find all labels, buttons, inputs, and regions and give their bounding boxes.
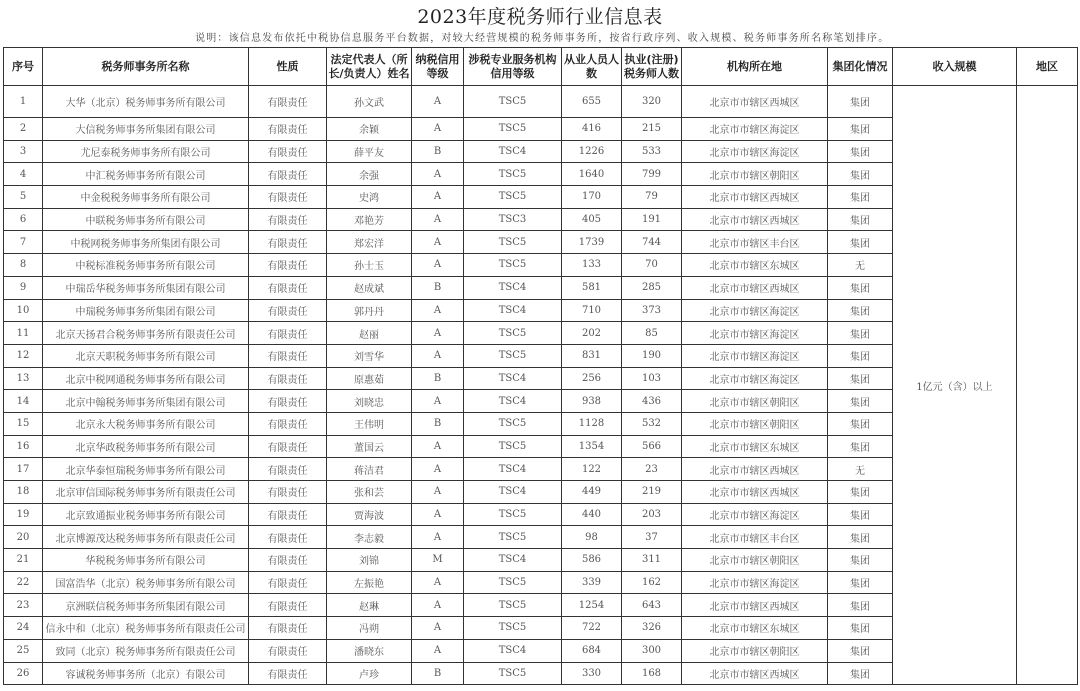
cell-seq: 14 [4,390,43,413]
cell-nature: 有限责任 [249,435,327,458]
cell-group: 集团 [828,412,893,435]
cell-firm-name: 北京致通振业税务师事务所有限公司 [43,503,249,526]
cell-nature: 有限责任 [249,322,327,345]
cell-location: 北京市市辖区东城区 [682,617,828,640]
cell-location: 北京市市辖区丰台区 [682,526,828,549]
header-location: 机构所在地 [682,48,828,86]
cell-registered: 373 [622,299,682,322]
cell-staff: 1254 [562,594,622,617]
cell-group: 集团 [828,344,893,367]
cell-nature: 有限责任 [249,617,327,640]
cell-group: 无 [828,458,893,481]
cell-service-credit: TSC5 [464,617,562,640]
cell-location: 北京市市辖区朝阳区 [682,163,828,186]
cell-registered: 744 [622,231,682,254]
cell-staff: 416 [562,118,622,141]
cell-nature: 有限责任 [249,344,327,367]
header-legal-rep: 法定代表人（所长/负责人）姓名 [327,48,412,86]
cell-registered: 285 [622,276,682,299]
cell-tax-credit: A [412,639,464,662]
cell-location: 北京市市辖区朝阳区 [682,412,828,435]
cell-registered: 70 [622,254,682,277]
cell-firm-name: 致同（北京）税务师事务所有限责任公司 [43,639,249,662]
cell-location: 北京市市辖区西城区 [682,186,828,209]
cell-service-credit: TSC5 [464,571,562,594]
cell-service-credit: TSC5 [464,344,562,367]
cell-staff: 586 [562,549,622,572]
cell-service-credit: TSC5 [464,231,562,254]
cell-service-credit: TSC4 [464,299,562,322]
cell-legal-rep: 原惠茹 [327,367,412,390]
cell-service-credit: TSC4 [464,458,562,481]
cell-tax-credit: A [412,254,464,277]
cell-nature: 有限责任 [249,481,327,504]
cell-seq: 17 [4,458,43,481]
header-service-credit: 涉税专业服务机构信用等级 [464,48,562,86]
cell-service-credit: TSC4 [464,390,562,413]
cell-firm-name: 北京华泰恒瑞税务师事务所有限公司 [43,458,249,481]
cell-tax-credit: A [412,571,464,594]
cell-group: 集团 [828,231,893,254]
cell-seq: 9 [4,276,43,299]
cell-location: 北京市市辖区朝阳区 [682,549,828,572]
cell-nature: 有限责任 [249,299,327,322]
cell-tax-credit: A [412,322,464,345]
cell-registered: 103 [622,367,682,390]
header-staff: 从业人员人数 [562,48,622,86]
cell-seq: 5 [4,186,43,209]
cell-firm-name: 中瑞岳华税务师事务所集团有限公司 [43,276,249,299]
cell-service-credit: TSC3 [464,208,562,231]
cell-tax-credit: M [412,549,464,572]
cell-service-credit: TSC4 [464,140,562,163]
cell-seq: 16 [4,435,43,458]
cell-staff: 170 [562,186,622,209]
cell-legal-rep: 李志毅 [327,526,412,549]
cell-legal-rep: 张和芸 [327,481,412,504]
header-region: 地区 [1017,48,1078,86]
cell-service-credit: TSC5 [464,662,562,685]
cell-service-credit: TSC5 [464,526,562,549]
cell-staff: 339 [562,571,622,594]
cell-registered: 532 [622,412,682,435]
cell-location: 北京市市辖区西城区 [682,481,828,504]
cell-staff: 581 [562,276,622,299]
cell-registered: 37 [622,526,682,549]
cell-seq: 26 [4,662,43,685]
cell-registered: 326 [622,617,682,640]
cell-location: 北京市市辖区海淀区 [682,140,828,163]
cell-staff: 1128 [562,412,622,435]
cell-firm-name: 中税标准税务师事务所有限公司 [43,254,249,277]
cell-service-credit: TSC5 [464,503,562,526]
cell-tax-credit: A [412,86,464,118]
cell-registered: 190 [622,344,682,367]
cell-tax-credit: A [412,163,464,186]
cell-registered: 566 [622,435,682,458]
cell-service-credit: TSC4 [464,549,562,572]
cell-staff: 1640 [562,163,622,186]
cell-group: 集团 [828,276,893,299]
cell-service-credit: TSC4 [464,367,562,390]
cell-firm-name: 容诚税务师事务所（北京）有限公司 [43,662,249,685]
cell-tax-credit: A [412,118,464,141]
header-firm-name: 税务师事务所名称 [43,48,249,86]
cell-registered: 168 [622,662,682,685]
cell-legal-rep: 贾海波 [327,503,412,526]
cell-seq: 10 [4,299,43,322]
cell-location: 北京市市辖区海淀区 [682,503,828,526]
cell-service-credit: TSC5 [464,412,562,435]
cell-firm-name: 信永中和（北京）税务师事务所有限责任公司 [43,617,249,640]
cell-seq: 25 [4,639,43,662]
cell-nature: 有限责任 [249,639,327,662]
cell-firm-name: 北京博源茂达税务师事务所有限责任公司 [43,526,249,549]
cell-group: 集团 [828,299,893,322]
cell-service-credit: TSC5 [464,322,562,345]
cell-nature: 有限责任 [249,503,327,526]
cell-seq: 3 [4,140,43,163]
cell-seq: 1 [4,86,43,118]
cell-legal-rep: 蒋洁君 [327,458,412,481]
cell-nature: 有限责任 [249,662,327,685]
cell-location: 北京市市辖区东城区 [682,254,828,277]
cell-firm-name: 中联税务师事务所有限公司 [43,208,249,231]
cell-firm-name: 北京审信国际税务师事务所有限责任公司 [43,481,249,504]
cell-registered: 215 [622,118,682,141]
cell-registered: 23 [622,458,682,481]
cell-registered: 203 [622,503,682,526]
cell-nature: 有限责任 [249,186,327,209]
cell-tax-credit: A [412,481,464,504]
cell-registered: 436 [622,390,682,413]
cell-location: 北京市市辖区海淀区 [682,322,828,345]
cell-firm-name: 中金税税务师事务所有限公司 [43,186,249,209]
cell-tax-credit: A [412,231,464,254]
cell-tax-credit: A [412,617,464,640]
cell-group: 集团 [828,118,893,141]
cell-seq: 4 [4,163,43,186]
cell-seq: 15 [4,412,43,435]
cell-group: 集团 [828,186,893,209]
cell-legal-rep: 孙士玉 [327,254,412,277]
cell-legal-rep: 史鸿 [327,186,412,209]
cell-tax-credit: A [412,186,464,209]
cell-tax-credit: A [412,344,464,367]
cell-legal-rep: 赵琳 [327,594,412,617]
cell-group: 集团 [828,526,893,549]
cell-service-credit: TSC4 [464,639,562,662]
cell-legal-rep: 邓艳芳 [327,208,412,231]
cell-firm-name: 华税税务师事务所有限公司 [43,549,249,572]
cell-group: 集团 [828,86,893,118]
cell-nature: 有限责任 [249,367,327,390]
cell-group: 集团 [828,503,893,526]
cell-staff: 1226 [562,140,622,163]
table-header-row [4,48,1078,86]
cell-location: 北京市市辖区西城区 [682,458,828,481]
cell-legal-rep: 左振艳 [327,571,412,594]
cell-location: 北京市市辖区海淀区 [682,299,828,322]
cell-location: 北京市市辖区朝阳区 [682,639,828,662]
cell-firm-name: 北京永大税务师事务所有限公司 [43,412,249,435]
cell-nature: 有限责任 [249,412,327,435]
cell-legal-rep: 郑宏洋 [327,231,412,254]
cell-seq: 11 [4,322,43,345]
cell-service-credit: TSC5 [464,594,562,617]
cell-tax-credit: B [412,276,464,299]
header-revenue: 收入规模 [893,48,1017,86]
cell-nature: 有限责任 [249,549,327,572]
table-row [4,86,1078,118]
cell-tax-credit: B [412,412,464,435]
cell-legal-rep: 董国云 [327,435,412,458]
table-body [4,86,1078,685]
cell-nature: 有限责任 [249,594,327,617]
cell-legal-rep: 赵成斌 [327,276,412,299]
cell-service-credit: TSC5 [464,86,562,118]
cell-staff: 122 [562,458,622,481]
cell-nature: 有限责任 [249,571,327,594]
cell-legal-rep: 孙文武 [327,86,412,118]
cell-group: 集团 [828,390,893,413]
cell-seq: 6 [4,208,43,231]
cell-staff: 449 [562,481,622,504]
cell-firm-name: 北京天扬君合税务师事务所有限责任公司 [43,322,249,345]
cell-location: 北京市市辖区丰台区 [682,231,828,254]
cell-group: 集团 [828,367,893,390]
cell-group: 集团 [828,639,893,662]
cell-nature: 有限责任 [249,458,327,481]
cell-nature: 有限责任 [249,86,327,118]
cell-seq: 24 [4,617,43,640]
cell-registered: 300 [622,639,682,662]
cell-group: 集团 [828,163,893,186]
cell-seq: 13 [4,367,43,390]
cell-tax-credit: A [412,594,464,617]
cell-registered: 85 [622,322,682,345]
cell-group: 集团 [828,208,893,231]
cell-nature: 有限责任 [249,118,327,141]
header-group: 集团化情况 [828,48,893,86]
cell-group: 集团 [828,571,893,594]
cell-nature: 有限责任 [249,163,327,186]
cell-staff: 256 [562,367,622,390]
cell-location: 北京市市辖区西城区 [682,594,828,617]
cell-group: 集团 [828,662,893,685]
cell-tax-credit: A [412,390,464,413]
cell-tax-credit: B [412,662,464,685]
cell-tax-credit: A [412,526,464,549]
cell-seq: 22 [4,571,43,594]
cell-legal-rep: 余颖 [327,118,412,141]
cell-tax-credit: A [412,299,464,322]
cell-service-credit: TSC5 [464,118,562,141]
document-title: 2023年度税务师行业信息表 [417,6,663,28]
cell-location: 北京市市辖区西城区 [682,86,828,118]
cell-legal-rep: 刘晓忠 [327,390,412,413]
cell-staff: 1354 [562,435,622,458]
cell-seq: 2 [4,118,43,141]
cell-legal-rep: 余强 [327,163,412,186]
cell-location: 北京市市辖区海淀区 [682,118,828,141]
cell-staff: 684 [562,639,622,662]
cell-nature: 有限责任 [249,276,327,299]
cell-group: 集团 [828,481,893,504]
cell-registered: 79 [622,186,682,209]
cell-registered: 320 [622,86,682,118]
cell-nature: 有限责任 [249,208,327,231]
cell-tax-credit: A [412,458,464,481]
header-nature: 性质 [249,48,327,86]
cell-nature: 有限责任 [249,390,327,413]
cell-legal-rep: 郭丹丹 [327,299,412,322]
cell-location: 北京市市辖区西城区 [682,662,828,685]
cell-staff: 440 [562,503,622,526]
cell-firm-name: 北京天职税务师事务所有限公司 [43,344,249,367]
cell-staff: 202 [562,322,622,345]
cell-staff: 710 [562,299,622,322]
header-tax-credit: 纳税信用等级 [412,48,464,86]
cell-seq: 18 [4,481,43,504]
cell-group: 集团 [828,322,893,345]
cell-group: 集团 [828,594,893,617]
cell-legal-rep: 王伟明 [327,412,412,435]
cell-firm-name: 尤尼泰税务师事务所有限公司 [43,140,249,163]
cell-registered: 643 [622,594,682,617]
cell-seq: 8 [4,254,43,277]
cell-firm-name: 北京华政税务师事务所有限公司 [43,435,249,458]
document-note: 说明：该信息发布依托中税协信息服务平台数据，对较大经营规模的税务师事务所，按省行政序列、收入规模、税务师事务所名称笔划排序。 [195,33,890,44]
cell-staff: 133 [562,254,622,277]
cell-firm-name: 京洲联信税务师事务所集团有限公司 [43,594,249,617]
cell-staff: 330 [562,662,622,685]
cell-legal-rep: 刘锦 [327,549,412,572]
header-registered: 执业(注册)税务师人数 [622,48,682,86]
cell-firm-name: 大华（北京）税务师事务所有限公司 [43,86,249,118]
cell-service-credit: TSC5 [464,186,562,209]
cell-firm-name: 中汇税务师事务所有限公司 [43,163,249,186]
cell-staff: 831 [562,344,622,367]
header-seq: 序号 [4,48,43,86]
cell-registered: 311 [622,549,682,572]
cell-location: 北京市市辖区海淀区 [682,344,828,367]
cell-group: 集团 [828,617,893,640]
cell-group: 集团 [828,549,893,572]
cell-seq: 23 [4,594,43,617]
cell-legal-rep: 刘雪华 [327,344,412,367]
cell-legal-rep: 冯朔 [327,617,412,640]
cell-registered: 799 [622,163,682,186]
cell-group: 集团 [828,140,893,163]
cell-service-credit: TSC4 [464,276,562,299]
cell-location: 北京市市辖区海淀区 [682,367,828,390]
cell-seq: 7 [4,231,43,254]
cell-service-credit: TSC4 [464,481,562,504]
cell-registered: 219 [622,481,682,504]
cell-tax-credit: B [412,140,464,163]
cell-location: 北京市市辖区朝阳区 [682,390,828,413]
cell-firm-name: 大信税务师事务所集团有限公司 [43,118,249,141]
cell-group: 无 [828,254,893,277]
cell-service-credit: TSC5 [464,254,562,277]
cell-legal-rep: 潘晓东 [327,639,412,662]
cell-tax-credit: A [412,503,464,526]
cell-staff: 938 [562,390,622,413]
cell-location: 北京市市辖区西城区 [682,208,828,231]
cell-revenue-scale: 1亿元（含）以上 [893,86,1017,685]
cell-staff: 722 [562,617,622,640]
cell-service-credit: TSC5 [464,435,562,458]
cell-staff: 98 [562,526,622,549]
cell-tax-credit: A [412,208,464,231]
cell-staff: 655 [562,86,622,118]
cell-nature: 有限责任 [249,231,327,254]
cell-firm-name: 国富浩华（北京）税务师事务所有限公司 [43,571,249,594]
cell-nature: 有限责任 [249,526,327,549]
cell-location: 北京市市辖区西城区 [682,276,828,299]
cell-seq: 21 [4,549,43,572]
cell-legal-rep: 赵丽 [327,322,412,345]
cell-staff: 1739 [562,231,622,254]
cell-seq: 12 [4,344,43,367]
cell-nature: 有限责任 [249,140,327,163]
cell-tax-credit: A [412,435,464,458]
cell-registered: 191 [622,208,682,231]
cell-firm-name: 北京中翰税务师事务所集团有限公司 [43,390,249,413]
cell-seq: 20 [4,526,43,549]
cell-legal-rep: 薛平友 [327,140,412,163]
cell-firm-name: 中税网税务师事务所集团有限公司 [43,231,249,254]
cell-registered: 162 [622,571,682,594]
cell-firm-name: 北京中税网通税务师事务所有限公司 [43,367,249,390]
cell-registered: 533 [622,140,682,163]
cell-firm-name: 中瑞税务师事务所集团有限公司 [43,299,249,322]
cell-seq: 19 [4,503,43,526]
cell-location: 北京市市辖区东城区 [682,435,828,458]
cell-service-credit: TSC5 [464,163,562,186]
cell-nature: 有限责任 [249,254,327,277]
cell-tax-credit: B [412,367,464,390]
cell-staff: 405 [562,208,622,231]
cell-group: 集团 [828,435,893,458]
cell-location: 北京市市辖区海淀区 [682,571,828,594]
tax-firm-table [3,47,1078,685]
cell-legal-rep: 卢珍 [327,662,412,685]
cell-region [1017,86,1078,685]
